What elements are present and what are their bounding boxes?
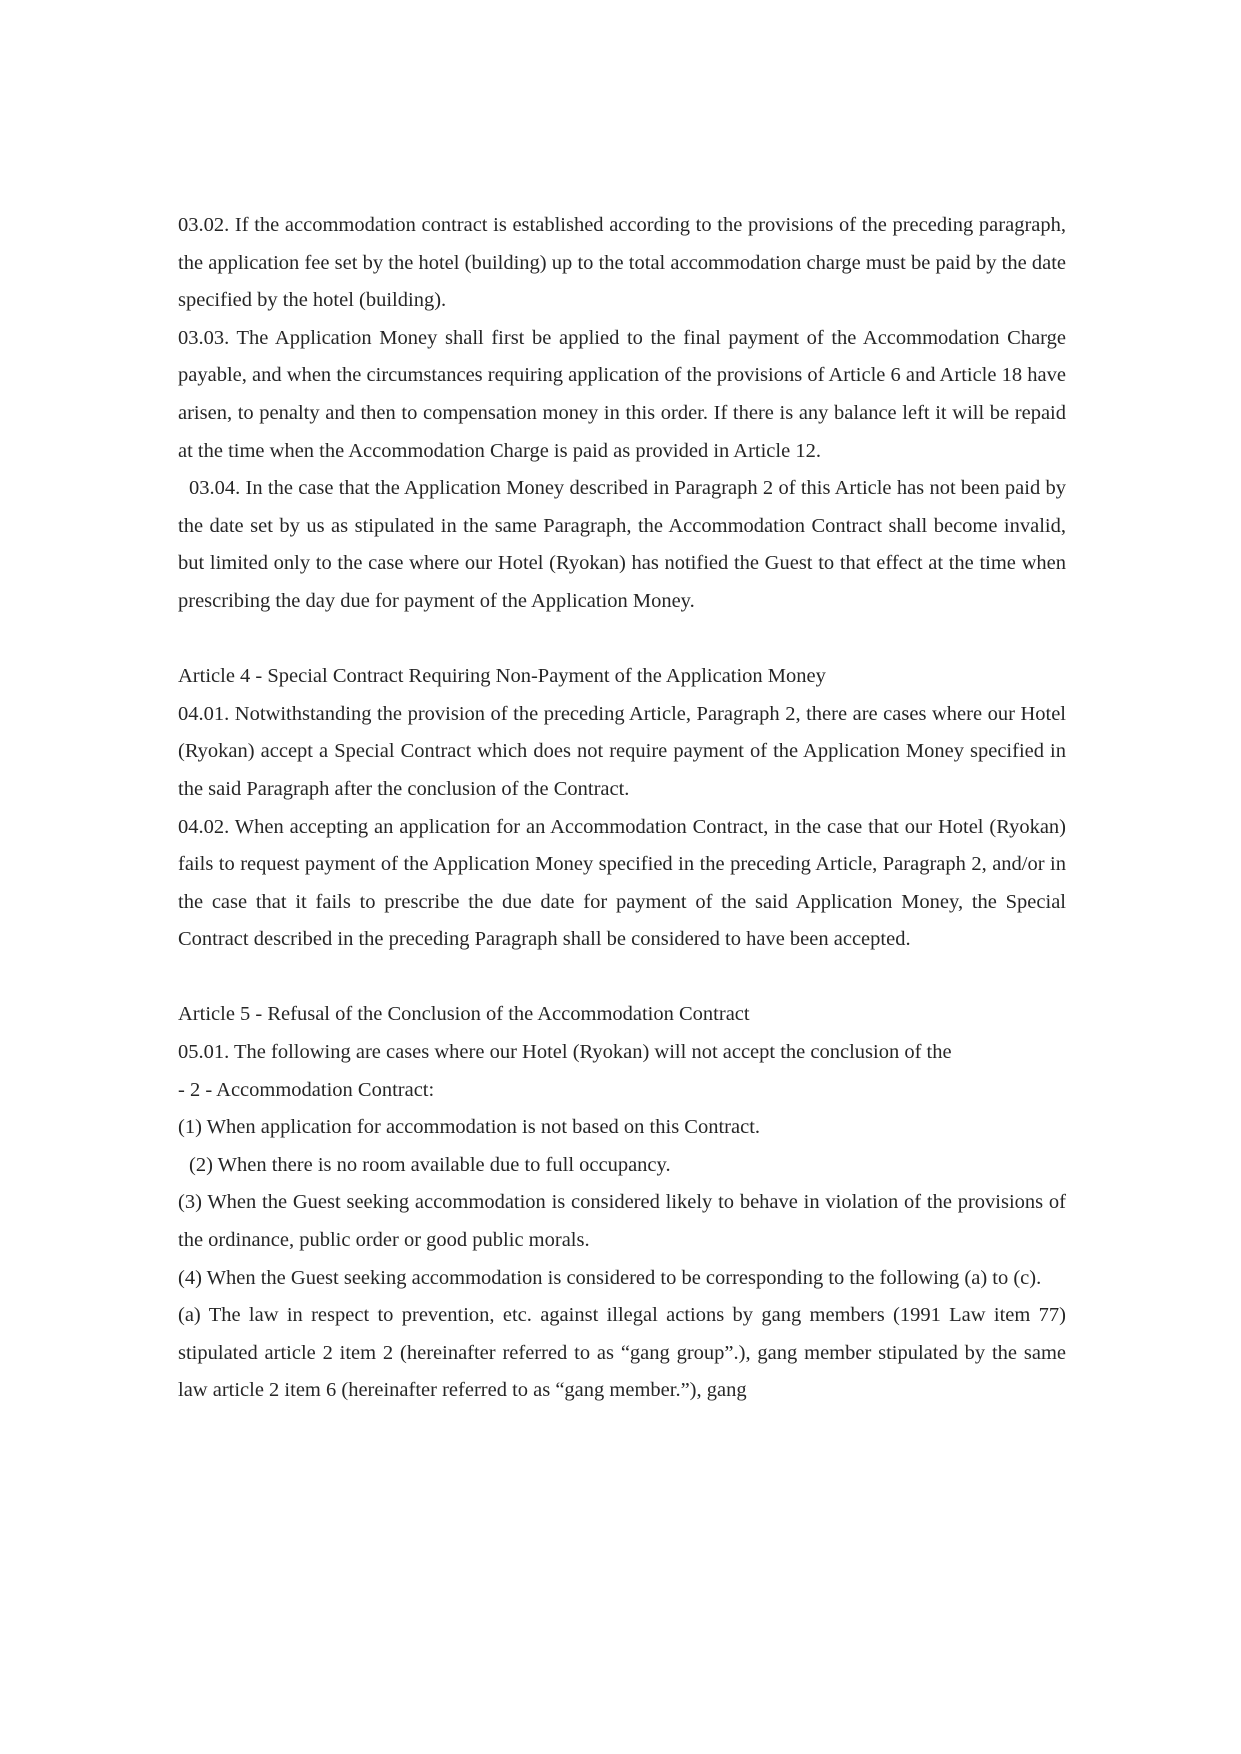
paragraph-03-02: 03.02. If the accommodation contract is established according to the provisions of the preceding paragraph, the application fee set by the hotel (building) up to the total accommodation charge must be paid by the date specified by the hotel (building). (178, 214, 1066, 312)
paragraph-05-01: 05.01. The following are cases where our Hotel (Ryokan) will not accept the conclusion of the (178, 1041, 952, 1064)
paragraph-spacer (178, 959, 1066, 997)
list-item-4: (4) When the Guest seeking accommodation is considered to be corresponding to the following (a) to (c). (178, 1266, 1042, 1289)
list-item-2: (2) When there is no room available due to full occupancy. (189, 1153, 671, 1176)
paragraph-03-03: 03.03. The Application Money shall first be applied to the final payment of the Accommodation Charge payable, and when the circumstances requiring application of the provisions of Article 6 and Article 18 have arisen, to penalty and then to compensation money in this order. If there is any balance left it will be repaid at the time when the Accommodation Charge is paid as provided in Article 12. (178, 326, 1066, 462)
page-number-line: - 2 - Accommodation Contract: (178, 1078, 435, 1101)
paragraph-03-04: 03.04. In the case that the Application Money described in Paragraph 2 of this Article has not been paid by the date set by us as stipulated in the same Paragraph, the Accommodation Contract shall become invalid, but limited only to the case where our Hotel (Ryokan) has notified the Guest to that effect at the time when prescribing the day due for payment of the Application Money. (178, 477, 1066, 612)
document-body (178, 207, 1066, 1410)
article-4-heading: Article 4 - Special Contract Requiring Non-Payment of the Application Money (178, 665, 826, 688)
paragraph-spacer (178, 621, 1066, 659)
paragraph-04-01: 04.01. Notwithstanding the provision of the preceding Article, Paragraph 2, there are cases where our Hotel (Ryokan) accept a Special Contract which does not require payment of the Application Money specified in the said Paragraph after the conclusion of the Contract. (178, 702, 1066, 800)
paragraph-04-02: 04.02. When accepting an application for an Accommodation Contract, in the case that our Hotel (Ryokan) fails to request payment of the Application Money specified in the preceding Article, Paragraph 2, and/or in the case that it fails to prescribe the due date for payment of the said Application Money, the Special Contract described in the preceding Paragraph shall be considered to have been accepted. (178, 815, 1066, 951)
list-item-1: (1) When application for accommodation is not based on this Contract. (178, 1116, 761, 1139)
article-5-heading: Article 5 - Refusal of the Conclusion of the Accommodation Contract (178, 1003, 750, 1026)
list-item-3: (3) When the Guest seeking accommodation is considered likely to behave in violation of the provisions of the ordinance, public order or good public morals. (178, 1191, 1066, 1252)
list-item-a: (a) The law in respect to prevention, etc. against illegal actions by gang members (1991 Law item 77) stipulated article 2 item 2 (hereinafter referred to as “gang group”.), gang member stipulated by the same law article 2 item 6 (hereinafter referred to as “gang member.”), gang (178, 1304, 1066, 1402)
